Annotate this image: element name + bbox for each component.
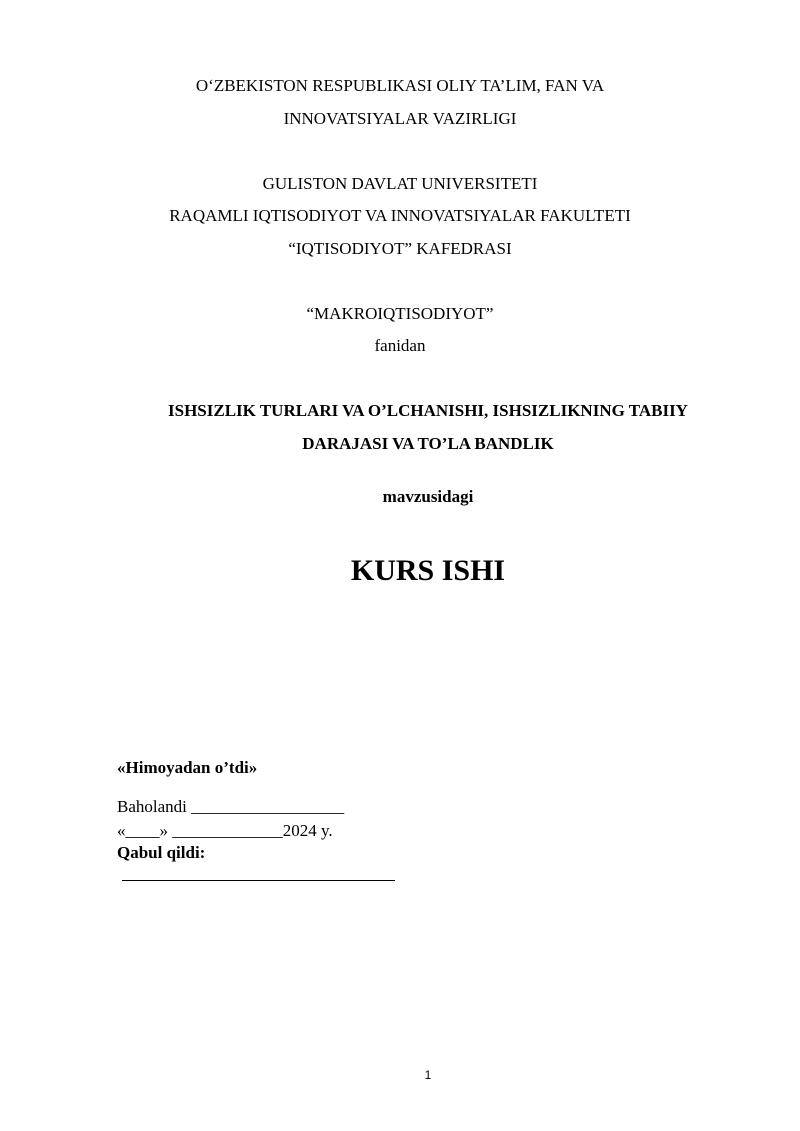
page-number: 1 <box>424 1068 432 1082</box>
date-line: «____» _____________2024 y. <box>117 821 333 840</box>
ministry-line-1: O‘ZBEKISTON RESPUBLIKASI OLIY TA’LIM, FAN VA <box>195 76 605 95</box>
ministry-line-2: INNOVATSIYALAR VAZIRLIGI <box>283 109 517 128</box>
topic-line-2: DARAJASI VA TO’LA BANDLIK <box>302 434 554 453</box>
defense-passed-label: «Himoyadan o’tdi» <box>117 758 258 777</box>
subject-suffix: fanidan <box>374 336 426 355</box>
faculty-name: RAQAMLI IQTISODIYOT VA INNOVATSIYALAR FAKULTETI <box>169 206 631 225</box>
signature-line <box>122 880 395 881</box>
accepted-label: Qabul qildi: <box>117 843 206 862</box>
department-name: “IQTISODIYOT” KAFEDRASI <box>288 239 512 258</box>
grade-line: Baholandi __________________ <box>117 797 345 816</box>
topic-line-1: ISHSIZLIK TURLARI VA O’LCHANISHI, ISHSIZLIKNING TABIIY <box>168 401 688 420</box>
work-type-title: KURS ISHI <box>350 554 506 587</box>
subject-name: “MAKROIQTISODIYOT” <box>306 304 494 323</box>
university-name: GULISTON DAVLAT UNIVERSITETI <box>262 174 538 193</box>
topic-suffix: mavzusidagi <box>382 487 474 506</box>
